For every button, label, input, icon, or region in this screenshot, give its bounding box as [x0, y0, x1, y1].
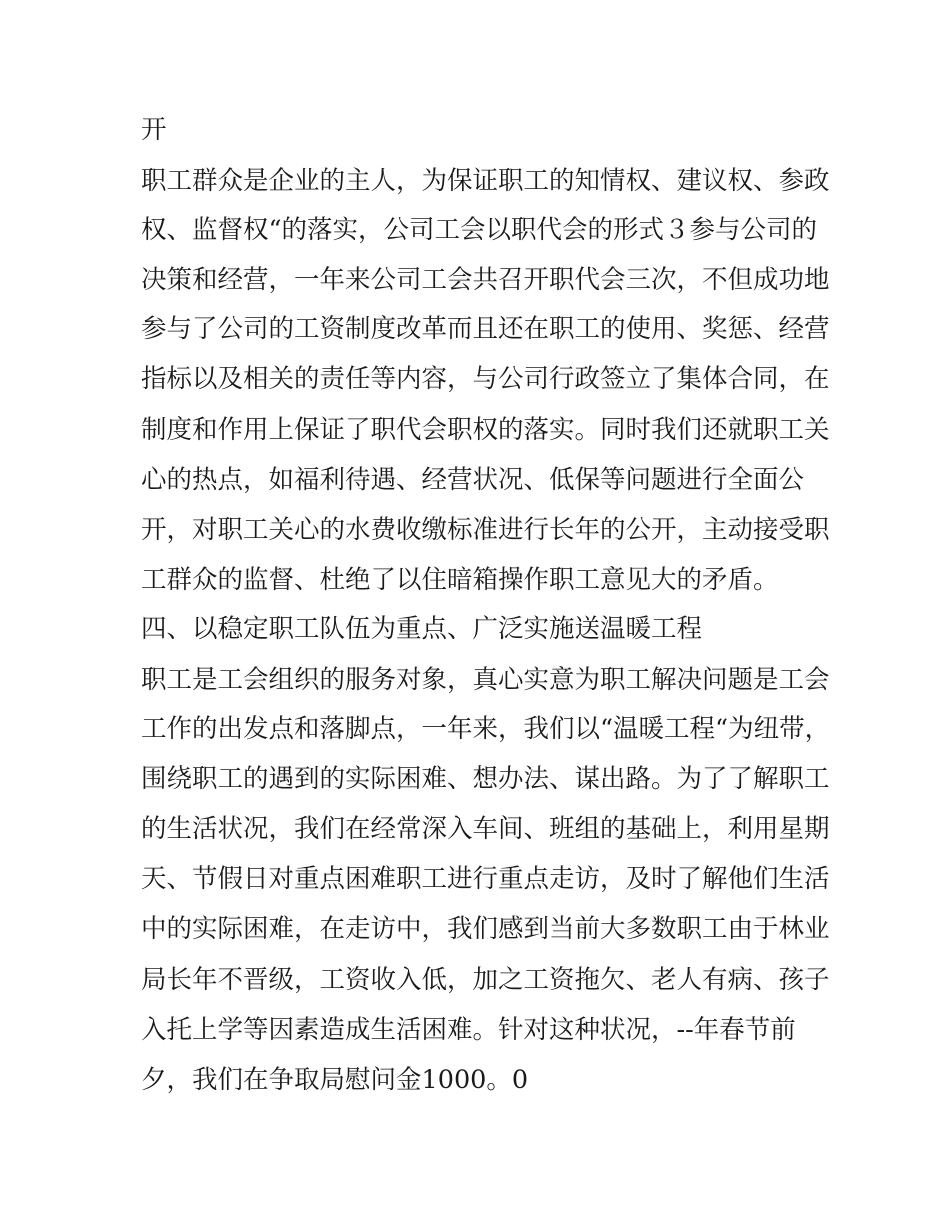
- text-line-12: 职工是工会组织的服务对象，真心实意为职工解决问题是工会: [141, 665, 830, 695]
- text-line-3: 权、监督权“的落实，公司工会以职代会的形式３参与公司的: [141, 215, 818, 245]
- text-line-2: 职工群众是企业的主人，为保证职工的知情权、建议权、参政: [141, 166, 830, 196]
- text-line-1: 开: [141, 115, 167, 145]
- text-line-8: 心的热点，如福利待遇、经营状况、低保等问题进行全面公: [141, 465, 805, 495]
- section-heading: 四、以稳定职工队伍为重点、广泛实施送温暖工程: [141, 614, 703, 644]
- text-line-10: 工群众的监督、杜绝了以住暗箱操作职工意见大的矛盾。: [141, 565, 779, 595]
- text-line-6: 指标以及相关的责任等内容，与公司行政签立了集体合同，在: [141, 364, 830, 394]
- text-line-4: 决策和经营，一年来公司工会共召开职代会三次，不但成功地: [141, 265, 830, 295]
- text-line-17: 中的实际困难，在走访中，我们感到当前大多数职工由于林业: [141, 914, 830, 944]
- text-line-16: 天、节假日对重点困难职工进行重点走访，及时了解他们生活: [141, 864, 830, 894]
- text-line-9: 开，对职工关心的水费收缴标准进行长年的公开，主动接受职: [141, 515, 830, 545]
- text-line-7: 制度和作用上保证了职代会职权的落实。同时我们还就职工关: [141, 415, 830, 445]
- text-line-19: 入托上学等因素造成生活困难。针对这种状况，--年春节前: [141, 1015, 796, 1045]
- text-line-14: 围绕职工的遇到的实际困难、想办法、谋出路。为了了解职工: [141, 764, 830, 794]
- text-line-13: 工作的出发点和落脚点，一年来，我们以“温暖工程“为纽带，: [141, 714, 831, 744]
- text-line-20: 夕，我们在争取局慰问金1000。0: [141, 1065, 529, 1095]
- text-line-18: 局长年不晋级，工资收入低，加之工资拖欠、老人有病、孩子: [141, 965, 830, 995]
- text-line-5: 参与了公司的工资制度改革而且还在职工的使用、奖惩、经营: [141, 314, 830, 344]
- text-line-15: 的生活状况，我们在经常深入车间、班组的基础上，利用星期: [141, 814, 830, 844]
